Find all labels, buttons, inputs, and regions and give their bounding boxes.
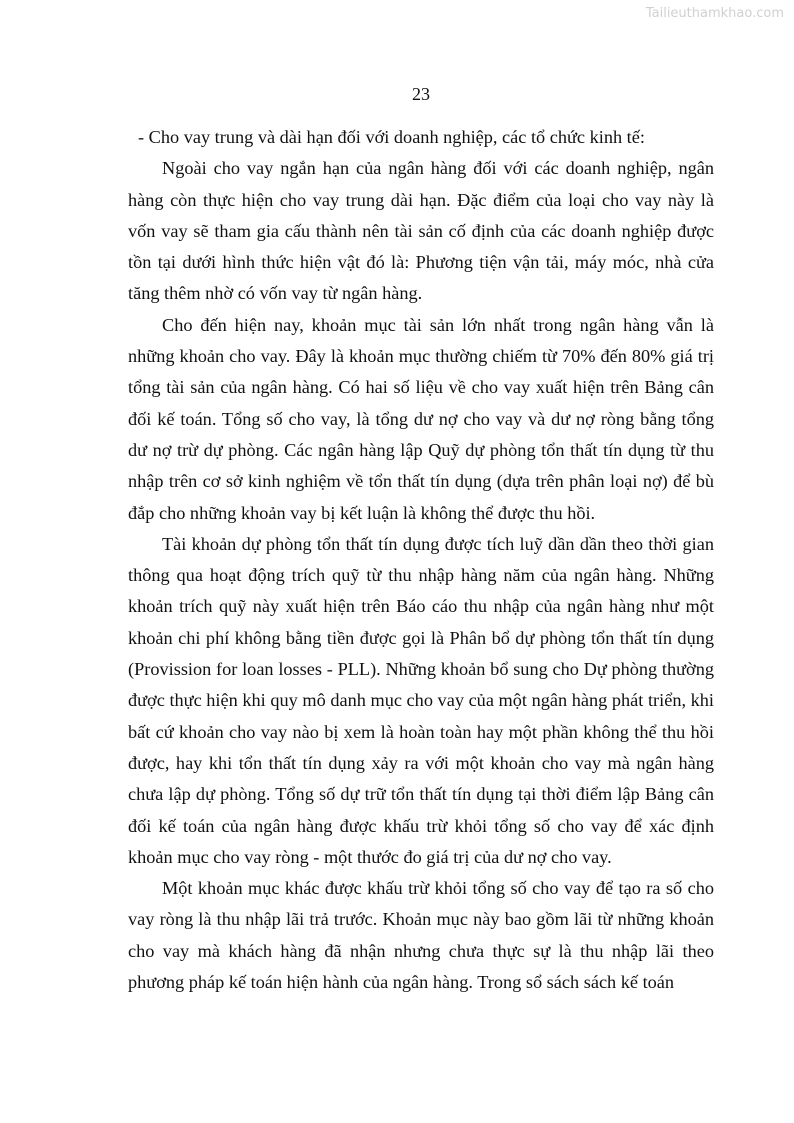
watermark: Tailieuthamkhao.com bbox=[645, 6, 784, 21]
paragraph-bullet: - Cho vay trung và dài hạn đối với doanh nghiệp, các tổ chức kinh tế: bbox=[138, 127, 645, 147]
paragraph: Một khoản mục khác được khấu trừ khỏi tổng số cho vay để tạo ra số cho vay ròng là thu nhập lãi trả trước. Khoản mục này bao gồm lãi từ những khoản cho vay mà khách hàng đã nhận nhưng chưa thực sự là thu nhập lãi theo phương pháp kế toán hiện hành của ngân hàng. Trong sổ sách sách kế toán bbox=[128, 878, 714, 993]
body-text bbox=[128, 122, 714, 998]
paragraph: Cho đến hiện nay, khoản mục tài sản lớn nhất trong ngân hàng vẫn là những khoản cho vay. Đây là khoản mục thường chiếm từ 70% đến 80% giá trị tổng tài sản của ngân hàng. Có hai số liệu về cho vay xuất hiện trên Bảng cân đối kế toán. Tổng số cho vay, là tổng dư nợ cho vay và dư nợ ròng bằng tổng dư nợ trừ dự phòng. Các ngân hàng lập Quỹ dự phòng tổn thất tín dụng từ thu nhập trên cơ sở kinh nghiệm về tổn thất tín dụng (dựa trên phân loại nợ) để bù đắp cho những khoản vay bị kết luận là không thể được thu hồi. bbox=[128, 314, 714, 523]
page-number: 23 bbox=[412, 84, 430, 104]
paragraph: Ngoài cho vay ngắn hạn của ngân hàng đối với các doanh nghiệp, ngân hàng còn thực hiện cho vay trung dài hạn. Đặc điểm của loại cho vay này là vốn vay sẽ tham gia cấu thành nên tài sản cố định của các doanh nghiệp được tồn tại dưới hình thức hiện vật đó là: Phương tiện vận tải, máy móc, nhà cửa tăng thêm nhờ có vốn vay từ ngân hàng. bbox=[128, 158, 714, 304]
paragraph: Tài khoản dự phòng tổn thất tín dụng được tích luỹ dần dần theo thời gian thông qua hoạt động trích quỹ từ thu nhập hàng năm của ngân hàng. Những khoản trích quỹ này xuất hiện trên Báo cáo thu nhập của ngân hàng như một khoản chi phí không bằng tiền được gọi là Phân bổ dự phòng tổn thất tín dụng (Provission for loan losses - PLL). Những khoản bổ sung cho Dự phòng thường được thực hiện khi quy mô danh mục cho vay của một ngân hàng phát triển, khi bất cứ khoản cho vay nào bị xem là hoàn toàn hay một phần không thể thu hồi được, hay khi tổn thất tín dụng xảy ra với một khoản cho vay mà ngân hàng chưa lập dự phòng. Tổng số dự trữ tổn thất tín dụng tại thời điểm lập Bảng cân đối kế toán của ngân hàng được khấu trừ khỏi tổng số cho vay để xác định khoản mục cho vay ròng - một thước đo giá trị của dư nợ cho vay. bbox=[128, 533, 714, 867]
